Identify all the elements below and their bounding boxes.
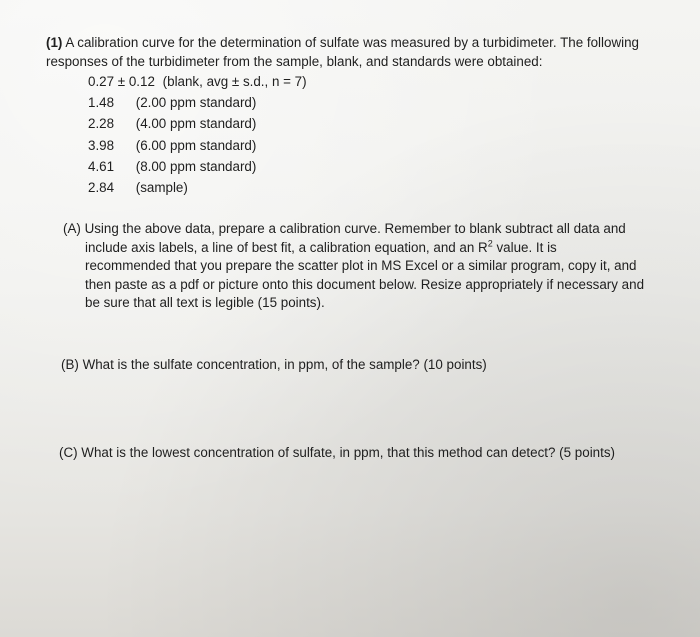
- data-label: (8.00 ppm standard): [135, 158, 257, 174]
- part-c-text: (C) What is the lowest concentration of sulfate, in ppm, that this method can detect? (5 points): [59, 445, 615, 460]
- data-value: 2.84: [88, 179, 115, 195]
- part-c-question: [59, 444, 641, 463]
- data-value: 4.61: [88, 158, 115, 174]
- response-data-list: [88, 71, 307, 198]
- part-b-question: [61, 356, 643, 375]
- part-a-text-continued: value. It is recommended that you prepare the scatter plot in MS Excel or a similar program, copy it, and then paste as a pdf or picture onto this document below. Resize appropriately if necessary and be sure that all text is legible (15 points).: [85, 239, 645, 311]
- data-label: (2.00 ppm standard): [135, 95, 257, 111]
- data-value: 0.27 ± 0.12: [88, 74, 155, 89]
- data-row-blank: [88, 71, 307, 92]
- data-row-standard-8ppm: [88, 156, 307, 177]
- data-row-standard-2ppm: [88, 92, 307, 113]
- data-value: 1.48: [88, 95, 115, 111]
- data-label: (blank, avg ± s.d., n = 7): [162, 74, 307, 89]
- data-label: (sample): [135, 179, 188, 195]
- question-1-text: A calibration curve for the determination of sulfate was measured by a turbidimeter. The following responses of the turbidimeter from the sample, blank, and standards were obtained:: [46, 35, 639, 69]
- data-row-sample: [88, 177, 307, 198]
- data-label: (4.00 ppm standard): [135, 116, 257, 132]
- part-a-question: [63, 220, 645, 313]
- data-row-standard-4ppm: [88, 113, 307, 134]
- data-label: (6.00 ppm standard): [135, 137, 257, 153]
- data-value: 2.28: [88, 116, 115, 132]
- r-squared-superscript: 2: [487, 238, 493, 249]
- part-a-text: (A) Using the above data, prepare a calibration curve. Remember to blank subtract all data and include axis labels, a line of best fit, a calibration equation, and an R: [63, 221, 626, 255]
- data-value: 3.98: [88, 137, 115, 153]
- data-row-standard-6ppm: [88, 135, 307, 156]
- question-1-intro: [46, 34, 656, 71]
- question-number: (1): [46, 35, 63, 50]
- part-b-text: (B) What is the sulfate concentration, in ppm, of the sample? (10 points): [61, 357, 487, 372]
